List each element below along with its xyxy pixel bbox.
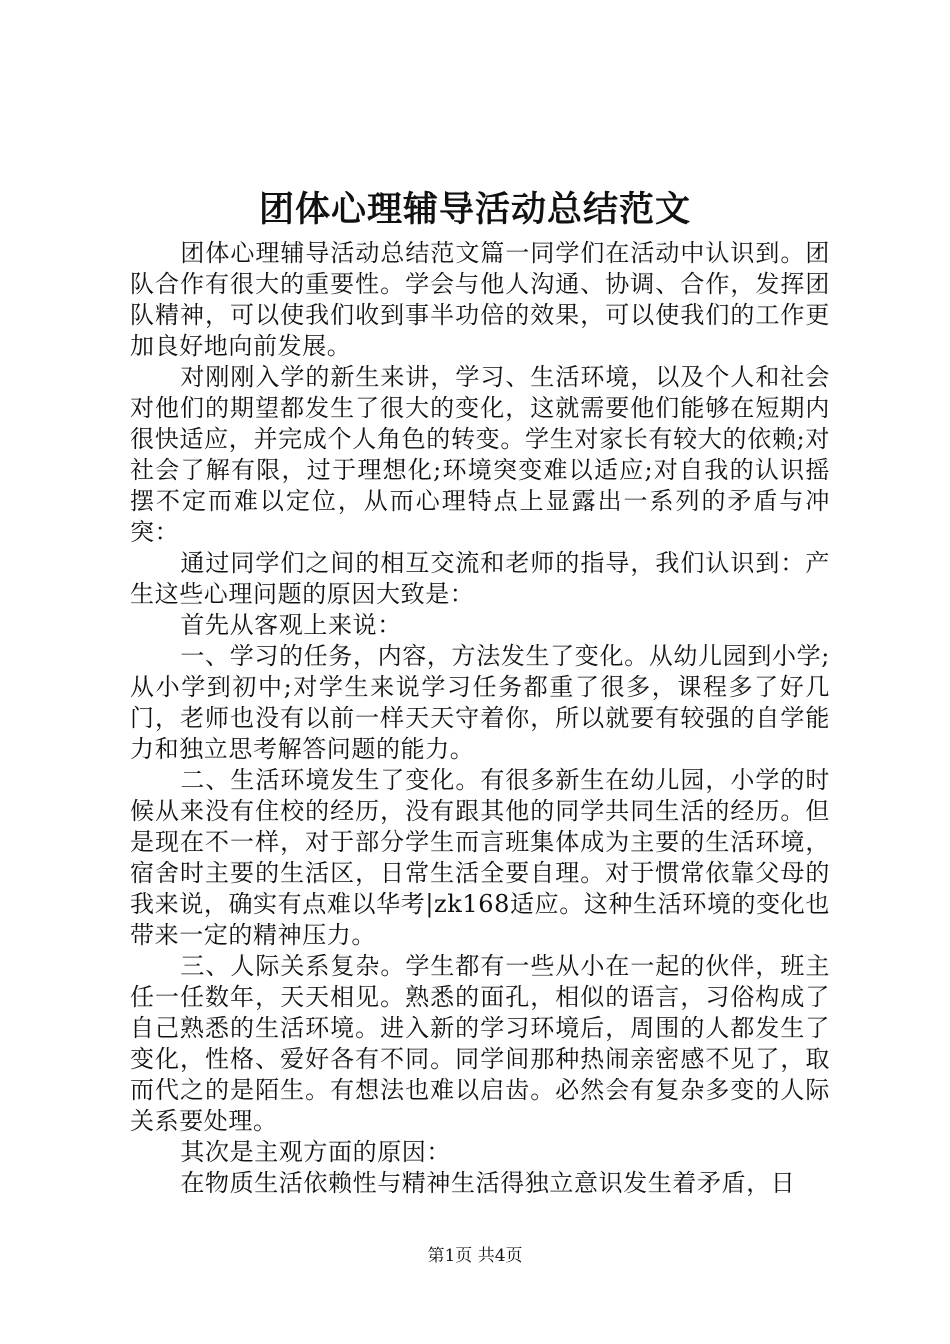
document-body <box>130 238 830 1199</box>
paragraph-causes: 通过同学们之间的相互交流和老师的指导，我们认识到：产生这些心理问题的原因大致是： <box>130 549 830 608</box>
paragraph-subjective-heading: 其次是主观方面的原因： <box>180 1138 451 1166</box>
paragraph-point-two: 二、生活环境发生了变化。有很多新生在幼儿园，小学的时候从来没有住校的经历，没有跟其他的同学共同生活的经历。但是现在不一样，对于部分学生而言班集体成为主要的生活环境，宿舍时主要的生活区，日常生活全要自理。对于惯常依靠父母的我来说，确实有点难以华考|zk168适应。这种生活环境的变化也带来一定的精神压力。 <box>130 766 830 949</box>
paragraph-final: 在物质生活依赖性与精神生活得独立意识发生着矛盾，日 <box>180 1169 796 1197</box>
page-footer: 第1页 共4页 <box>427 1246 523 1266</box>
paragraph-point-three: 三、人际关系复杂。学生都有一些从小在一起的伙伴，班主任一任数年，天天相见。熟悉的面孔，相似的语言，习俗构成了自己熟悉的生活环境。进入新的学习环境后，周围的人都发生了变化，性格、爱好各有不同。同学间那种热闹亲密感不见了，取而代之的是陌生。有想法也难以启齿。必然会有复杂多变的人际关系要处理。 <box>130 952 830 1135</box>
document-title: 团体心理辅导活动总结范文 <box>258 189 691 230</box>
paragraph-point-one: 一、学习的任务，内容，方法发生了变化。从幼儿园到小学;从小学到初中;对学生来说学习任务都重了很多，课程多了好几门，老师也没有以前一样天天守着你，所以就要有较强的自学能力和独立思考解答问题的能力。 <box>130 642 830 763</box>
paragraph-intro: 团体心理辅导活动总结范文篇一同学们在活动中认识到。团队合作有很大的重要性。学会与他人沟通、协调、合作，发挥团队精神，可以使我们收到事半功倍的效果，可以使我们的工作更加良好地向前发展。 <box>130 239 830 360</box>
paragraph-objective-heading: 首先从客观上来说： <box>180 611 402 639</box>
paragraph-new-students: 对刚刚入学的新生来讲，学习、生活环境，以及个人和社会对他们的期望都发生了很大的变化，这就需要他们能够在短期内很快适应，并完成个人角色的转变。学生对家长有较大的依赖;对社会了解有限，过于理想化;环境突变难以适应;对自我的认识摇摆不定而难以定位，从而心理特点上显露出一系列的矛盾与冲突： <box>130 363 830 546</box>
